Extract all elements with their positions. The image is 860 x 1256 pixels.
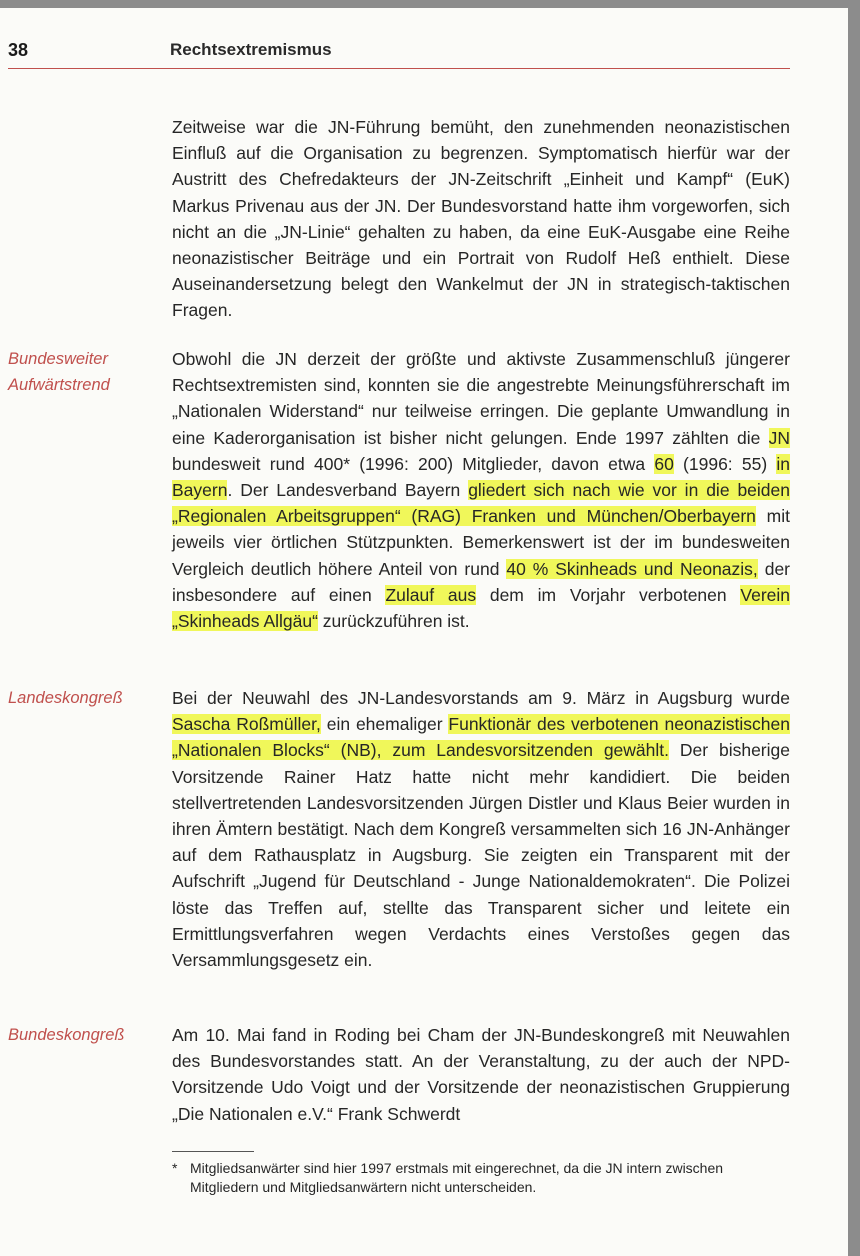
side-label-line: Landeskongreß xyxy=(8,689,123,707)
paragraph-2 xyxy=(172,346,790,634)
paragraph-text: Zeitweise war die JN-Führung bemüht, den zunehmenden neonazistischen Einfluß auf die Organisation zu begrenzen. Symptomatisch hierfür war der Austritt des Chefredakteurs der JN-Zeitschrift „Einheit und Kampf“ (EuK) Markus Privenau aus der JN. Der Bundesvorstand hatte ihm vorgeworfen, sich nicht an die „JN-Linie“ gehalten zu haben, da eine EuK-Ausgabe eine Reihe neonazistischer Beiträge und ein Portrait von Rudolf Heß enthielt. Diese Auseinandersetzung belegt den Wankelmut der JN in strategisch-taktischen Fragen. xyxy=(172,117,790,321)
side-label-aufwaertstrend xyxy=(8,346,158,398)
highlight: Zulauf aus xyxy=(385,584,477,605)
highlight: 40 % Skinheads und Neonazis, xyxy=(506,558,758,579)
page-number: 38 xyxy=(8,40,29,60)
highlight: Verein „Skinheads Allgäu“ xyxy=(172,584,790,632)
side-label-bundeskongress xyxy=(8,1022,158,1048)
text-run: ein ehemaliger xyxy=(320,714,449,735)
text-run: . Der Landesverband Bayern xyxy=(227,480,469,501)
side-label-line: Aufwärtstrend xyxy=(8,376,110,395)
highlight: 60 xyxy=(654,453,674,474)
paragraph-1 xyxy=(172,114,790,324)
page-header xyxy=(8,40,790,69)
running-title: Rechtsextremismus xyxy=(170,40,332,59)
highlight: gliedert sich nach wie vor in die beiden „Regionalen Arbeitsgruppen“ (RAG) Franken und München/Oberbayern xyxy=(172,480,790,527)
highlight: Sascha Roßmüller, xyxy=(172,714,321,735)
footnote-divider xyxy=(172,1151,254,1152)
document-page xyxy=(0,8,848,1256)
highlight: Funktionär des verbotenen neonazistischen „Nationalen Blocks“ (NB), zum Landesvorsitzenden gewählt. xyxy=(172,714,790,761)
text-run: mit jeweils vier örtlichen Stützpunkten. Bemerkenswert ist der im bundesweiten Vergleich deutlich höhere Anteil von rund xyxy=(172,506,790,579)
text-run: Obwohl die JN derzeit der größte und aktivste Zusammenschluß jüngerer Rechtsextremisten sind, konnten sie die angestrebte Meinungsführerschaft im „Nationalen Widerstand“ nur teilweise erringen. Die geplante Umwandlung in eine Kaderorganisation ist bisher nicht gelungen. Ende 1997 zählten die xyxy=(172,349,790,448)
text-run: bundesweit rund 400* (1996: 200) Mitglieder, davon etwa xyxy=(172,453,655,474)
footnote-mark: * xyxy=(172,1160,178,1176)
highlight: JN xyxy=(768,427,790,448)
highlight: in Bayern xyxy=(172,453,791,501)
text-run: der insbesondere auf einen xyxy=(172,558,791,605)
side-label-landeskongress xyxy=(8,685,158,711)
text-run: zurückzuführen ist. xyxy=(317,611,470,632)
side-label-line: Bundeskongreß xyxy=(8,1026,125,1044)
footnote-text: Mitgliedsanwärter sind hier 1997 erstmals mit eingerechnet, da die JN intern zwischen Mitgliedern und Mitgliedsanwärtern nicht unterscheiden. xyxy=(190,1160,724,1195)
paragraph-text: Am 10. Mai fand in Roding bei Cham der JN-Bundeskongreß mit Neuwahlen des Bundesvorstandes statt. An der Veranstaltung, zu der auch der NPD-Vorsitzende Udo Voigt und der Vorsitzende der neonazistischen Gruppierung „Die Nationalen e.V.“ Frank Schwerdt xyxy=(172,1025,790,1124)
text-run: Der bisherige Vorsitzende Rainer Hatz hatte nicht mehr kandidiert. Die beiden stellvertretenden Landesvorsitzenden Jürgen Distler und Klaus Beier wurden in ihren Ämtern bestätigt. Nach dem Kongreß versammelten sich 16 JN-Anhänger auf dem Rathausplatz in Augsburg. Sie zeigten ein Transparent mit der Aufschrift „Jugend für Deutschland - Junge Nationaldemokraten“. Die Polizei löste das Treffen auf, stellte das Transparent sicher und leitete ein Ermittlungsverfahren wegen Verdachts eines Verstoßes gegen das Versammlungsgesetz ein. xyxy=(172,740,790,971)
paragraph-4 xyxy=(172,1022,790,1127)
text-run: Bei der Neuwahl des JN-Landesvorstands am 9. März in Augsburg wurde xyxy=(172,688,790,708)
paragraph-3 xyxy=(172,685,790,973)
text-run: dem im Vorjahr verbotenen xyxy=(476,584,741,605)
text-run: (1996: 55) xyxy=(673,453,777,474)
side-label-line: Bundesweiter xyxy=(8,350,108,368)
footnote xyxy=(172,1159,772,1197)
